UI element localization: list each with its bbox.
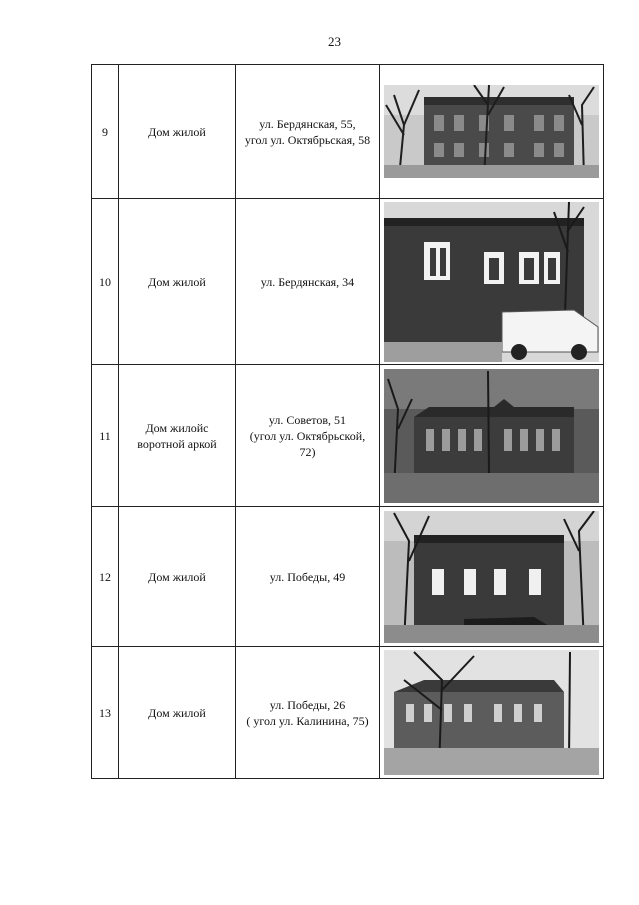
photo-cell <box>380 199 604 365</box>
row-number: 10 <box>92 199 119 365</box>
building-photo <box>384 85 599 178</box>
address-line: ул. Бердянская, 34 <box>260 274 355 289</box>
building-photo <box>384 202 599 362</box>
address-line: ул. Бердянская, 55, <box>259 116 356 131</box>
building-photo <box>384 650 599 775</box>
heritage-objects-table <box>91 64 604 779</box>
address-line: (угол ул. Октябрьской, <box>249 428 366 443</box>
row-number: 11 <box>92 365 119 507</box>
object-address <box>236 647 380 779</box>
address-line: ул. Советов, 51 <box>268 412 347 427</box>
address-line: ул. Победы, 49 <box>269 569 346 584</box>
table-row <box>92 65 604 199</box>
page-number: 23 <box>328 34 341 49</box>
photo-cell <box>380 647 604 779</box>
address-line: ул. Победы, 26 <box>269 697 346 712</box>
name-line: воротной аркой <box>137 436 217 451</box>
address-line: угол ул. Октябрьская, 58 <box>244 132 371 147</box>
photo-cell <box>380 507 604 647</box>
photo-cell <box>380 365 604 507</box>
object-name: Дом жилой <box>119 65 236 199</box>
row-number: 12 <box>92 507 119 647</box>
building-photo <box>384 369 599 503</box>
row-number: 9 <box>92 65 119 199</box>
object-name <box>119 365 236 507</box>
object-address <box>236 365 380 507</box>
building-photo <box>384 511 599 643</box>
table-row <box>92 365 604 507</box>
object-address <box>236 507 380 647</box>
name-line: Дом жилойс <box>145 420 209 435</box>
address-line: ( угол ул. Калинина, 75) <box>246 713 369 728</box>
object-name: Дом жилой <box>119 647 236 779</box>
photo-cell <box>380 65 604 199</box>
object-address <box>236 65 380 199</box>
object-address <box>236 199 380 365</box>
row-number: 13 <box>92 647 119 779</box>
table-row <box>92 199 604 365</box>
address-line: 72) <box>299 444 316 459</box>
object-name: Дом жилой <box>119 199 236 365</box>
object-name: Дом жилой <box>119 507 236 647</box>
table-row <box>92 507 604 647</box>
table-row <box>92 647 604 779</box>
